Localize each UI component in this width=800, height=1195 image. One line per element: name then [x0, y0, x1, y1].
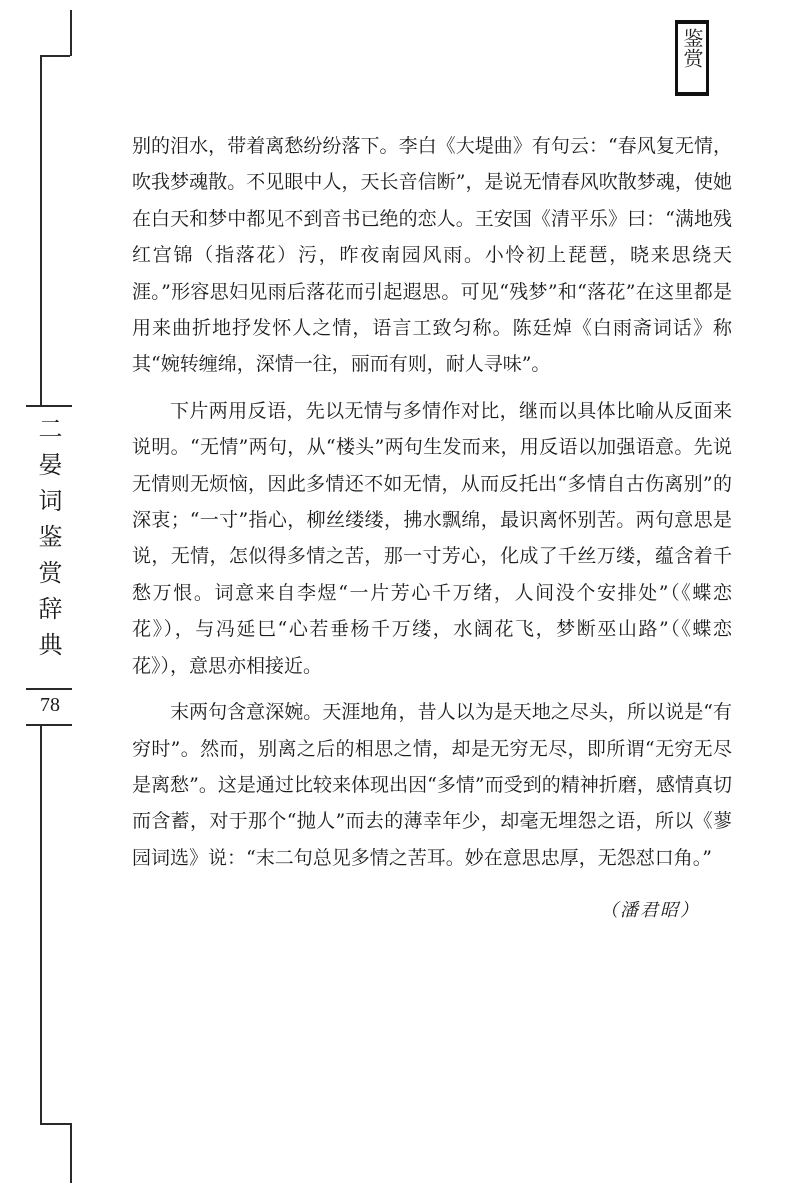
- section-tab: [675, 20, 709, 96]
- margin-rule-number-bottom: [26, 724, 72, 726]
- book-title: 二晏词鉴赏辞典: [34, 416, 62, 668]
- margin-rule-top-vertical: [70, 10, 72, 56]
- paragraph-1: 别的泪水，带着离愁纷纷落下。李白《大堤曲》有句云：“春风复无情，吹我梦魂散。不见眼中人，天长音信断”，是说无情春风吹散梦魂，使她在白天和梦中都见不到音书已绝的恋人。王安国《清平乐》曰：“满地残红宫锦（指落花）污，昨夜南园风雨。小怜初上琵琶，晓来思绕天涯。”形容思妇见雨后落花而引起遐思。可见“残梦”和“落花”在这里都是用来曲折地抒发怀人之情，语言工致匀称。陈廷焯《白雨斋词话》称其“婉转缠绵，深情一往，丽而有则，耐人寻味”。: [132, 135, 732, 376]
- section-tab-label: 鉴赏: [680, 28, 704, 68]
- margin-rule-title-top: [26, 405, 72, 407]
- margin-rule-top: [40, 55, 70, 57]
- margin-rule-lower: [40, 724, 42, 1124]
- margin-rule-upper: [40, 55, 42, 405]
- margin-rule-bottom: [40, 1123, 70, 1125]
- page-number: 78: [40, 694, 60, 716]
- author-byline: （潘君昭）: [600, 900, 700, 921]
- margin-rule-bottom-vertical: [70, 1123, 72, 1183]
- paragraph-3: 末两句含意深婉。天涯地角，昔人以为是天地之尽头，所以说是“有穷时”。然而，别离之后的相思之情，却是无穷无尽，即所谓“无穷无尽是离愁”。这是通过比较来体现出因“多情”而受到的精神折磨，感情真切而含蓄，对于那个“抛人”而去的薄幸年少，却毫无埋怨之语，所以《蓼园词选》说：“末二句总见多情之苦耳。妙在意思忠厚，无怨怼口角。”: [132, 701, 732, 869]
- margin-rule-number-top: [26, 688, 72, 690]
- body-text: [132, 128, 732, 886]
- paragraph-2: 下片两用反语，先以无情与多情作对比，继而以具体比喻从反面来说明。“无情”两句，从“楼头”两句生发而来，用反语以加强语意。先说无情则无烦恼，因此多情还不如无情，从而反托出“多情自古伤离别”的深衷；“一寸”指心，柳丝缕缕，拂水飘绵，最识离怀别苦。两句意思是说，无情，怎似得多情之苦，那一寸芳心，化成了千丝万缕，蕴含着千愁万恨。词意来自李煜“一片芳心千万绪，人间没个安排处”（《蝶恋花》），与冯延巳“心若垂杨千万缕，水阔花飞，梦断巫山路”（《蝶恋花》），意思亦相接近。: [132, 399, 732, 677]
